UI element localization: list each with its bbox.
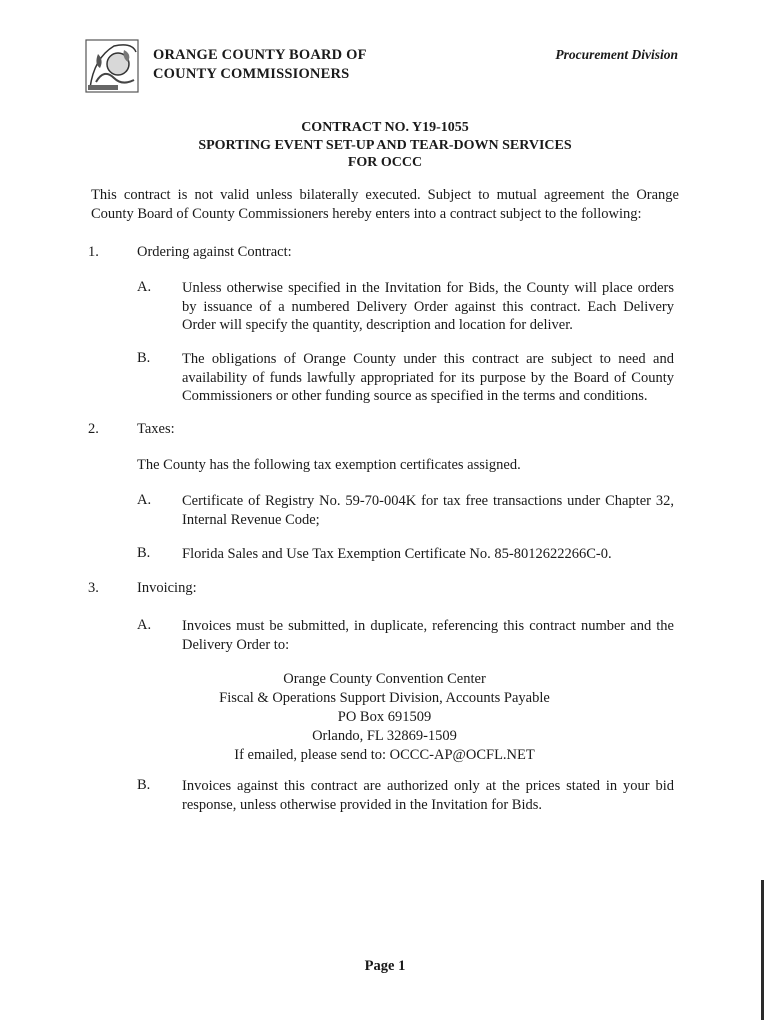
item-letter: A. — [137, 617, 152, 633]
item-text: Florida Sales and Use Tax Exemption Certificate No. 85-8012622266C-0. — [182, 546, 612, 562]
section-heading: Taxes: — [137, 421, 175, 437]
title-line-2: SPORTING EVENT SET-UP AND TEAR-DOWN SERVICES — [198, 137, 572, 153]
title-line-1: CONTRACT NO. Y19-1055 — [301, 120, 469, 135]
item-letter: A. — [137, 279, 152, 295]
item-text: Unless otherwise specified in the Invitation for Bids, the County will place orders by issuance of a numbered Delivery Order against this contract. Each Delivery Order will specify the quantity, description and location for deliver. — [182, 280, 674, 333]
address-line-5: If emailed, please send to: OCCC-AP@OCFL.NET — [234, 747, 535, 763]
item-text: The obligations of Orange County under this contract are subject to need and availability of funds lawfully appropriated for its purpose by the Board of County Commissioners or other funding source as specified in the terms and conditions. — [182, 351, 674, 404]
org-line-2: COUNTY COMMISSIONERS — [153, 66, 350, 82]
item-letter: A. — [137, 492, 152, 508]
scan-edge-artifact — [761, 880, 764, 1020]
item-letter: B. — [137, 777, 151, 793]
organization-name — [153, 46, 367, 84]
org-line-1: ORANGE COUNTY BOARD OF — [153, 47, 367, 63]
item-letter: B. — [137, 545, 151, 561]
page-number: Page 1 — [364, 958, 406, 974]
section-number: 3. — [88, 580, 99, 596]
mailing-address — [182, 670, 587, 765]
contract-title — [0, 119, 770, 172]
address-line-2: Fiscal & Operations Support Division, Accounts Payable — [219, 690, 550, 706]
section-heading: Ordering against Contract: — [137, 244, 292, 260]
division-name: Procurement Division — [555, 47, 678, 62]
section-number: 2. — [88, 421, 99, 437]
item-letter: B. — [137, 350, 151, 366]
intro-paragraph: This contract is not valid unless bilaterally executed. Subject to mutual agreement the Orange County Board of County Commissioners hereby enters into a contract subject to the following: — [91, 187, 679, 222]
title-line-3: FOR OCCC — [347, 155, 423, 170]
item-text: Invoices must be submitted, in duplicate, referencing this contract number and the Delivery Order to: — [182, 618, 674, 653]
section-lead: The County has the following tax exemption certificates assigned. — [137, 457, 521, 473]
address-line-3: PO Box 691509 — [337, 709, 432, 725]
item-text: Certificate of Registry No. 59-70-004K for tax free transactions under Chapter 32, Internal Revenue Code; — [182, 493, 674, 528]
section-heading: Invoicing: — [137, 580, 197, 596]
item-text: Invoices against this contract are authorized only at the prices stated in your bid response, unless otherwise provided in the Invitation for Bids. — [182, 778, 674, 813]
orange-county-seal-icon — [84, 38, 140, 94]
address-line-4: Orlando, FL 32869-1509 — [312, 728, 457, 744]
address-line-1: Orange County Convention Center — [283, 671, 486, 687]
section-number: 1. — [88, 244, 99, 260]
